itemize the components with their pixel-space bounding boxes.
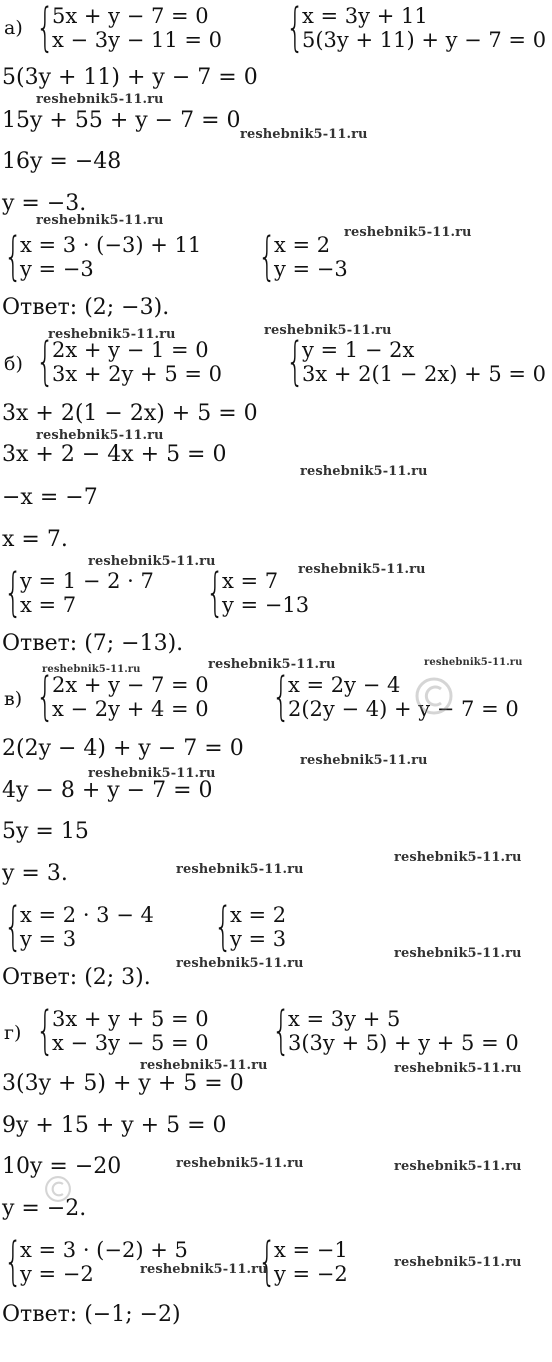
watermark: reshebnik5-11.ru [140, 1262, 268, 1277]
part-g-system-4 [258, 1232, 348, 1292]
equation: y = 3 [20, 927, 77, 951]
equation: x = −1 [274, 1238, 348, 1262]
part-g-system-1 [36, 1001, 209, 1061]
watermark: reshebnik5-11.ru [394, 850, 522, 865]
brace: { [4, 227, 23, 287]
equation: 5x + y − 7 = 0 [52, 4, 209, 28]
watermark: reshebnik5-11.ru [176, 956, 304, 971]
part-a-system-2 [286, 0, 547, 58]
watermark: reshebnik5-11.ru [300, 753, 428, 768]
part-b-step-2: 3x + 2 − 4x + 5 = 0 [2, 442, 227, 467]
brace: { [258, 227, 277, 287]
part-g-label: г) [4, 1022, 22, 1044]
brace: { [4, 1232, 23, 1292]
part-a-step-3: 16y = −48 [2, 149, 122, 174]
part-v-step-1: 2(2y − 4) + y − 7 = 0 [2, 736, 244, 761]
watermark: reshebnik5-11.ru [394, 946, 522, 961]
part-g-step-3: 10y = −20 [2, 1154, 122, 1179]
equation: x = 3 · (−2) + 5 [20, 1238, 188, 1262]
brace: { [272, 667, 291, 727]
part-b-step-3: −x = −7 [2, 485, 98, 510]
equation: x = 2y − 4 [288, 673, 401, 697]
part-g-step-1: 3(3y + 5) + y + 5 = 0 [2, 1071, 244, 1096]
part-v-system-2 [272, 667, 519, 727]
brace: { [214, 897, 233, 957]
watermark: reshebnik5-11.ru [240, 127, 368, 142]
part-g-step-4: y = −2. [2, 1196, 87, 1221]
equation: 5(3y + 11) + y − 7 = 0 [302, 28, 547, 52]
watermark: reshebnik5-11.ru [176, 1156, 304, 1171]
watermark: reshebnik5-11.ru [176, 862, 304, 877]
brace: { [286, 0, 305, 58]
part-a-system-3 [4, 227, 202, 287]
equation: y = −2 [274, 1262, 348, 1286]
watermark: reshebnik5-11.ru [36, 92, 164, 107]
equation: 3(3y + 5) + y + 5 = 0 [288, 1031, 519, 1055]
part-v-label: в) [4, 688, 23, 710]
part-v-step-3: 5y = 15 [2, 819, 89, 844]
equation: x = 3y + 11 [302, 4, 428, 28]
part-g-step-2: 9y + 15 + y + 5 = 0 [2, 1113, 227, 1138]
watermark: reshebnik5-11.ru [42, 664, 141, 675]
watermark: reshebnik5-11.ru [394, 1061, 522, 1076]
watermark: reshebnik5-11.ru [36, 213, 164, 228]
watermark: reshebnik5-11.ru [88, 766, 216, 781]
equation: x − 3y − 5 = 0 [52, 1031, 209, 1055]
part-b-system-2 [286, 332, 547, 392]
equation: 3x + y + 5 = 0 [52, 1007, 209, 1031]
part-b-step-4: x = 7. [2, 527, 68, 552]
equation: y = 1 − 2x [302, 338, 415, 362]
brace: { [286, 332, 305, 392]
part-b-label: б) [4, 353, 23, 375]
brace: { [36, 332, 55, 392]
brace: { [206, 563, 225, 623]
equation: 2(2y − 4) + y − 7 = 0 [288, 697, 519, 721]
part-b-system-3 [4, 563, 154, 623]
part-a-step-4: y = −3. [2, 191, 87, 216]
brace: { [272, 1001, 291, 1061]
brace: { [4, 563, 23, 623]
part-v-answer: Ответ: (2; 3). [2, 965, 151, 990]
watermark: reshebnik5-11.ru [394, 1159, 522, 1174]
watermark: reshebnik5-11.ru [36, 428, 164, 443]
part-a-step-2: 15y + 55 + y − 7 = 0 [2, 108, 241, 133]
part-v-step-2: 4y − 8 + y − 7 = 0 [2, 778, 213, 803]
brace: { [36, 0, 55, 58]
equation: 2x + y − 1 = 0 [52, 338, 209, 362]
equation: 3x + 2y + 5 = 0 [52, 362, 222, 386]
watermark: reshebnik5-11.ru [140, 1058, 268, 1073]
watermark: reshebnik5-11.ru [88, 554, 216, 569]
equation: x − 2y + 4 = 0 [52, 697, 209, 721]
brace: { [36, 1001, 55, 1061]
equation: y = −3 [20, 257, 94, 281]
part-a-answer: Ответ: (2; −3). [2, 295, 170, 320]
part-a-label: а) [4, 17, 23, 39]
equation: y = −2 [20, 1262, 94, 1286]
watermark: reshebnik5-11.ru [264, 323, 392, 338]
equation: x = 2 [230, 903, 287, 927]
equation: x = 2 [274, 233, 331, 257]
equation: x − 3y − 11 = 0 [52, 28, 222, 52]
equation: x = 7 [222, 569, 279, 593]
part-v-system-3 [4, 897, 154, 957]
part-a-step-1: 5(3y + 11) + y − 7 = 0 [2, 65, 258, 90]
watermark: reshebnik5-11.ru [298, 562, 426, 577]
part-v-system-4 [214, 897, 287, 957]
brace: { [4, 897, 23, 957]
watermark: reshebnik5-11.ru [344, 225, 472, 240]
part-b-answer: Ответ: (7; −13). [2, 631, 184, 656]
watermark: reshebnik5-11.ru [208, 657, 336, 672]
brace: { [258, 1232, 277, 1292]
watermark: reshebnik5-11.ru [424, 657, 523, 668]
watermark: reshebnik5-11.ru [48, 327, 176, 342]
equation: x = 3 · (−3) + 11 [20, 233, 202, 257]
equation: x = 3y + 5 [288, 1007, 401, 1031]
equation: x = 7 [20, 593, 77, 617]
equation: 2x + y − 7 = 0 [52, 673, 209, 697]
brace: { [36, 667, 55, 727]
part-a-system-1 [36, 0, 222, 58]
part-g-answer: Ответ: (−1; −2) [2, 1302, 181, 1327]
equation: y = −13 [222, 593, 310, 617]
equation: x = 2 · 3 − 4 [20, 903, 154, 927]
part-a-system-4 [258, 227, 348, 287]
part-v-step-4: y = 3. [2, 861, 68, 886]
watermark-logo-icon [414, 676, 454, 716]
equation: 3x + 2(1 − 2x) + 5 = 0 [302, 362, 547, 386]
equation: y = 1 − 2 · 7 [20, 569, 154, 593]
watermark-logo-icon [44, 1175, 72, 1203]
equation: y = 3 [230, 927, 287, 951]
part-b-system-4 [206, 563, 310, 623]
watermark: reshebnik5-11.ru [300, 464, 428, 479]
part-g-system-2 [272, 1001, 519, 1061]
equation: y = −3 [274, 257, 348, 281]
watermark: reshebnik5-11.ru [394, 1255, 522, 1270]
part-b-step-1: 3x + 2(1 − 2x) + 5 = 0 [2, 401, 258, 426]
